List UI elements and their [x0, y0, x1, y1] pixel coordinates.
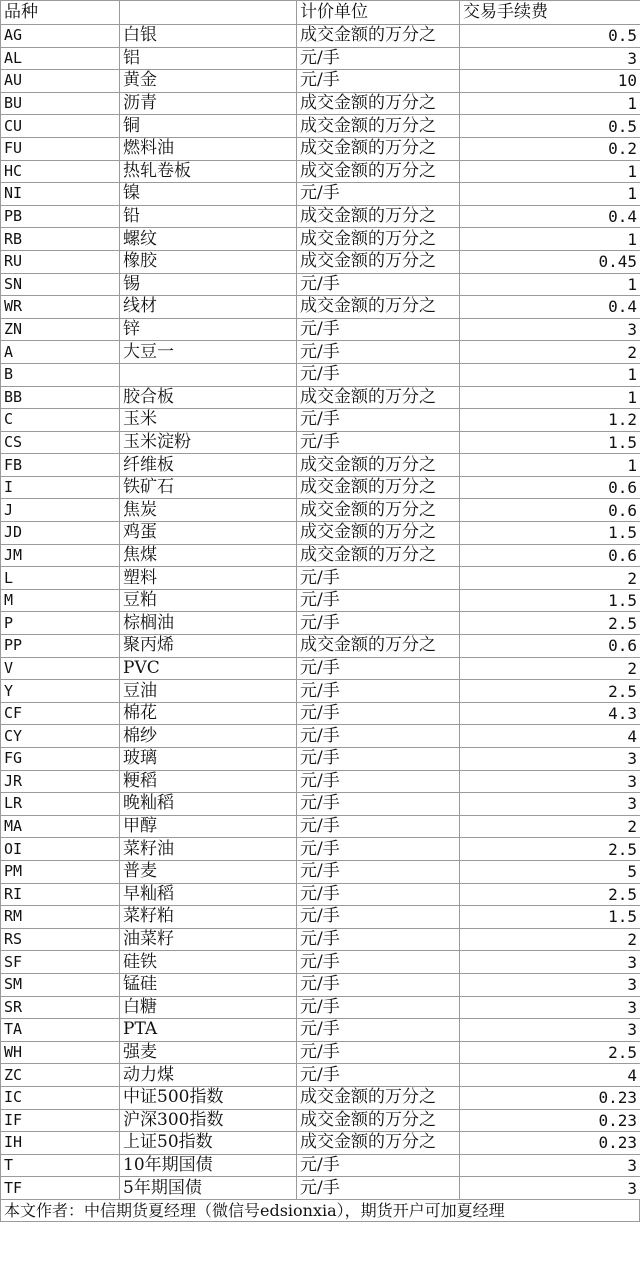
pricing-unit: 成交金额的万分之	[297, 1109, 460, 1132]
product-name: 热轧卷板	[120, 160, 297, 183]
product-code: J	[1, 499, 120, 522]
fee-value: 1.5	[460, 589, 640, 612]
fee-value: 1.5	[460, 431, 640, 454]
product-name: 棉纱	[120, 725, 297, 748]
table-row	[1, 973, 640, 996]
pricing-unit: 元/手	[297, 409, 460, 432]
fee-value: 2.5	[460, 1041, 640, 1064]
fee-value: 1.2	[460, 409, 640, 432]
product-code: PP	[1, 635, 120, 658]
product-name: 棕榈油	[120, 612, 297, 635]
table-row	[1, 815, 640, 838]
pricing-unit: 成交金额的万分之	[297, 522, 460, 545]
header-unit: 计价单位	[297, 1, 460, 25]
fee-value: 1	[460, 273, 640, 296]
pricing-unit: 元/手	[297, 702, 460, 725]
pricing-unit: 元/手	[297, 793, 460, 816]
pricing-unit: 元/手	[297, 47, 460, 70]
product-code: RS	[1, 928, 120, 951]
product-name: 塑料	[120, 567, 297, 590]
pricing-unit: 成交金额的万分之	[297, 499, 460, 522]
fee-value: 0.6	[460, 544, 640, 567]
product-name: 铁矿石	[120, 476, 297, 499]
product-name: 白糖	[120, 996, 297, 1019]
table-row	[1, 544, 640, 567]
table-row	[1, 250, 640, 273]
pricing-unit: 元/手	[297, 838, 460, 861]
product-code: CU	[1, 115, 120, 138]
pricing-unit: 元/手	[297, 860, 460, 883]
fee-value: 1.5	[460, 522, 640, 545]
fee-value: 3	[460, 47, 640, 70]
pricing-unit: 元/手	[297, 725, 460, 748]
table-row	[1, 228, 640, 251]
table-row	[1, 748, 640, 771]
product-name: 豆粕	[120, 589, 297, 612]
product-code: ZC	[1, 1064, 120, 1087]
pricing-unit: 成交金额的万分之	[297, 92, 460, 115]
fee-value: 1	[460, 228, 640, 251]
fee-value: 2	[460, 567, 640, 590]
table-row	[1, 725, 640, 748]
product-name: 螺纹	[120, 228, 297, 251]
fee-value: 2	[460, 657, 640, 680]
fee-value: 1	[460, 183, 640, 206]
product-name: 锌	[120, 318, 297, 341]
product-code: PM	[1, 860, 120, 883]
product-name	[120, 363, 297, 386]
table-row	[1, 589, 640, 612]
table-row	[1, 25, 640, 48]
product-name: PTA	[120, 1019, 297, 1042]
table-row	[1, 522, 640, 545]
table-row	[1, 680, 640, 703]
fee-value: 4	[460, 725, 640, 748]
pricing-unit: 成交金额的万分之	[297, 1132, 460, 1155]
pricing-unit: 成交金额的万分之	[297, 386, 460, 409]
product-code: SM	[1, 973, 120, 996]
table-body	[1, 25, 640, 1200]
table-row	[1, 906, 640, 929]
product-code: RM	[1, 906, 120, 929]
product-name: 铝	[120, 47, 297, 70]
pricing-unit: 元/手	[297, 680, 460, 703]
table-row	[1, 1064, 640, 1087]
product-name: 聚丙烯	[120, 635, 297, 658]
table-row	[1, 476, 640, 499]
table-row	[1, 1086, 640, 1109]
product-code: HC	[1, 160, 120, 183]
table-row	[1, 115, 640, 138]
pricing-unit: 成交金额的万分之	[297, 137, 460, 160]
product-name: 橡胶	[120, 250, 297, 273]
fee-value: 4	[460, 1064, 640, 1087]
fee-value: 0.6	[460, 499, 640, 522]
fee-value: 1	[460, 386, 640, 409]
table-row	[1, 318, 640, 341]
table-row	[1, 431, 640, 454]
product-name: 沥青	[120, 92, 297, 115]
product-code: AL	[1, 47, 120, 70]
product-code: WH	[1, 1041, 120, 1064]
fee-value: 0.23	[460, 1086, 640, 1109]
product-code: JD	[1, 522, 120, 545]
pricing-unit: 元/手	[297, 928, 460, 951]
fee-value: 1	[460, 363, 640, 386]
table-row	[1, 860, 640, 883]
table-row	[1, 838, 640, 861]
product-code: P	[1, 612, 120, 635]
table-row	[1, 183, 640, 206]
pricing-unit: 元/手	[297, 341, 460, 364]
product-code: RB	[1, 228, 120, 251]
fee-value: 2	[460, 815, 640, 838]
fee-value: 2	[460, 341, 640, 364]
fee-value: 2	[460, 928, 640, 951]
product-code: CS	[1, 431, 120, 454]
product-code: MA	[1, 815, 120, 838]
fee-value: 0.23	[460, 1132, 640, 1155]
product-code: I	[1, 476, 120, 499]
product-name: 菜籽粕	[120, 906, 297, 929]
pricing-unit: 成交金额的万分之	[297, 115, 460, 138]
table-row	[1, 1177, 640, 1200]
product-code: SF	[1, 951, 120, 974]
header-name	[120, 1, 297, 25]
product-name: 铅	[120, 205, 297, 228]
product-code: IF	[1, 1109, 120, 1132]
product-code: RU	[1, 250, 120, 273]
table-row	[1, 47, 640, 70]
product-name: 5年期国债	[120, 1177, 297, 1200]
fee-value: 0.5	[460, 25, 640, 48]
table-row	[1, 1041, 640, 1064]
pricing-unit: 元/手	[297, 431, 460, 454]
pricing-unit: 元/手	[297, 363, 460, 386]
table-row	[1, 635, 640, 658]
product-name: 早籼稻	[120, 883, 297, 906]
pricing-unit: 成交金额的万分之	[297, 476, 460, 499]
table-row	[1, 612, 640, 635]
product-code: OI	[1, 838, 120, 861]
table-row	[1, 409, 640, 432]
pricing-unit: 元/手	[297, 183, 460, 206]
pricing-unit: 元/手	[297, 1019, 460, 1042]
product-code: BU	[1, 92, 120, 115]
fee-value: 3	[460, 973, 640, 996]
product-code: TA	[1, 1019, 120, 1042]
product-name: 菜籽油	[120, 838, 297, 861]
pricing-unit: 成交金额的万分之	[297, 635, 460, 658]
product-code: T	[1, 1154, 120, 1177]
product-name: 豆油	[120, 680, 297, 703]
product-name: 强麦	[120, 1041, 297, 1064]
product-name: 中证500指数	[120, 1086, 297, 1109]
product-name: 鸡蛋	[120, 522, 297, 545]
table-row	[1, 70, 640, 93]
product-code: FG	[1, 748, 120, 771]
product-name: 玉米淀粉	[120, 431, 297, 454]
product-name: 动力煤	[120, 1064, 297, 1087]
fee-value: 1	[460, 454, 640, 477]
table-row	[1, 160, 640, 183]
fee-value: 0.45	[460, 250, 640, 273]
table-row	[1, 1109, 640, 1132]
pricing-unit: 成交金额的万分之	[297, 160, 460, 183]
pricing-unit: 元/手	[297, 612, 460, 635]
product-name: 沪深300指数	[120, 1109, 297, 1132]
pricing-unit: 成交金额的万分之	[297, 296, 460, 319]
product-code: AG	[1, 25, 120, 48]
pricing-unit: 成交金额的万分之	[297, 544, 460, 567]
table-row	[1, 657, 640, 680]
product-code: ZN	[1, 318, 120, 341]
product-code: LR	[1, 793, 120, 816]
pricing-unit: 元/手	[297, 1041, 460, 1064]
product-code: V	[1, 657, 120, 680]
product-code: AU	[1, 70, 120, 93]
pricing-unit: 成交金额的万分之	[297, 228, 460, 251]
product-name: 白银	[120, 25, 297, 48]
fee-value: 3	[460, 793, 640, 816]
product-name: 大豆一	[120, 341, 297, 364]
fee-value: 3	[460, 318, 640, 341]
table-row	[1, 205, 640, 228]
fee-value: 0.6	[460, 476, 640, 499]
pricing-unit: 元/手	[297, 748, 460, 771]
table-row	[1, 137, 640, 160]
pricing-unit: 元/手	[297, 906, 460, 929]
fee-value: 4.3	[460, 702, 640, 725]
pricing-unit: 成交金额的万分之	[297, 454, 460, 477]
product-name: 黄金	[120, 70, 297, 93]
product-name: 线材	[120, 296, 297, 319]
fee-value: 3	[460, 748, 640, 771]
table-row	[1, 770, 640, 793]
product-name: 晚籼稻	[120, 793, 297, 816]
product-name: 焦煤	[120, 544, 297, 567]
pricing-unit: 元/手	[297, 273, 460, 296]
table-row	[1, 363, 640, 386]
product-code: WR	[1, 296, 120, 319]
pricing-unit: 成交金额的万分之	[297, 250, 460, 273]
pricing-unit: 成交金额的万分之	[297, 25, 460, 48]
table-row	[1, 1154, 640, 1177]
pricing-unit: 元/手	[297, 973, 460, 996]
table-row	[1, 793, 640, 816]
fee-value: 2.5	[460, 883, 640, 906]
table-row	[1, 386, 640, 409]
product-code: CF	[1, 702, 120, 725]
product-name: 棉花	[120, 702, 297, 725]
fee-value: 2.5	[460, 612, 640, 635]
product-name: 油菜籽	[120, 928, 297, 951]
header-row	[1, 1, 640, 25]
fee-value: 3	[460, 1154, 640, 1177]
product-name: 10年期国债	[120, 1154, 297, 1177]
product-code: C	[1, 409, 120, 432]
table-row	[1, 499, 640, 522]
product-name: 玻璃	[120, 748, 297, 771]
product-code: TF	[1, 1177, 120, 1200]
product-code: IH	[1, 1132, 120, 1155]
product-name: 玉米	[120, 409, 297, 432]
table-row	[1, 341, 640, 364]
header-fee: 交易手续费	[460, 1, 640, 25]
table-row	[1, 567, 640, 590]
product-code: BB	[1, 386, 120, 409]
product-code: FU	[1, 137, 120, 160]
product-name: 焦炭	[120, 499, 297, 522]
product-code: JM	[1, 544, 120, 567]
fee-value: 0.2	[460, 137, 640, 160]
product-name: 锡	[120, 273, 297, 296]
product-name: 镍	[120, 183, 297, 206]
pricing-unit: 元/手	[297, 657, 460, 680]
table-row	[1, 273, 640, 296]
product-code: FB	[1, 454, 120, 477]
pricing-unit: 元/手	[297, 318, 460, 341]
pricing-unit: 元/手	[297, 567, 460, 590]
fee-value: 0.4	[460, 205, 640, 228]
product-name: 上证50指数	[120, 1132, 297, 1155]
pricing-unit: 元/手	[297, 996, 460, 1019]
product-code: SR	[1, 996, 120, 1019]
pricing-unit: 元/手	[297, 70, 460, 93]
fee-value: 1	[460, 92, 640, 115]
product-name: 粳稻	[120, 770, 297, 793]
product-name: 纤维板	[120, 454, 297, 477]
product-name: 燃料油	[120, 137, 297, 160]
table-row	[1, 1132, 640, 1155]
fee-value: 10	[460, 70, 640, 93]
product-code: SN	[1, 273, 120, 296]
table-row	[1, 928, 640, 951]
fee-value: 3	[460, 1177, 640, 1200]
product-name: 硅铁	[120, 951, 297, 974]
author-footer: 本文作者：中信期货夏经理（微信号edsionxia），期货开户可加夏经理	[0, 1200, 640, 1222]
table-row	[1, 1019, 640, 1042]
header-code: 品种	[1, 1, 120, 25]
fee-value: 2.5	[460, 838, 640, 861]
pricing-unit: 元/手	[297, 589, 460, 612]
product-code: CY	[1, 725, 120, 748]
fee-value: 2.5	[460, 680, 640, 703]
table-row	[1, 454, 640, 477]
fee-value: 1.5	[460, 906, 640, 929]
fee-value: 1	[460, 160, 640, 183]
product-code: PB	[1, 205, 120, 228]
pricing-unit: 元/手	[297, 1177, 460, 1200]
fee-value: 3	[460, 770, 640, 793]
product-code: RI	[1, 883, 120, 906]
table-row	[1, 296, 640, 319]
pricing-unit: 元/手	[297, 770, 460, 793]
fee-value: 0.23	[460, 1109, 640, 1132]
fee-value: 3	[460, 1019, 640, 1042]
pricing-unit: 元/手	[297, 1064, 460, 1087]
table-row	[1, 996, 640, 1019]
pricing-unit: 成交金额的万分之	[297, 1086, 460, 1109]
product-code: B	[1, 363, 120, 386]
fee-value: 0.5	[460, 115, 640, 138]
table-row	[1, 702, 640, 725]
product-code: NI	[1, 183, 120, 206]
pricing-unit: 元/手	[297, 951, 460, 974]
product-name: 铜	[120, 115, 297, 138]
fee-value: 0.4	[460, 296, 640, 319]
product-code: Y	[1, 680, 120, 703]
fee-value: 0.6	[460, 635, 640, 658]
table-row	[1, 92, 640, 115]
product-code: A	[1, 341, 120, 364]
table-row	[1, 883, 640, 906]
product-name: 胶合板	[120, 386, 297, 409]
product-code: L	[1, 567, 120, 590]
fee-value: 3	[460, 996, 640, 1019]
fee-value: 3	[460, 951, 640, 974]
pricing-unit: 元/手	[297, 1154, 460, 1177]
product-name: 甲醇	[120, 815, 297, 838]
fee-value: 5	[460, 860, 640, 883]
product-code: M	[1, 589, 120, 612]
product-name: PVC	[120, 657, 297, 680]
product-code: JR	[1, 770, 120, 793]
pricing-unit: 成交金额的万分之	[297, 205, 460, 228]
table-row	[1, 951, 640, 974]
product-code: IC	[1, 1086, 120, 1109]
pricing-unit: 元/手	[297, 883, 460, 906]
product-name: 锰硅	[120, 973, 297, 996]
product-name: 普麦	[120, 860, 297, 883]
pricing-unit: 元/手	[297, 815, 460, 838]
